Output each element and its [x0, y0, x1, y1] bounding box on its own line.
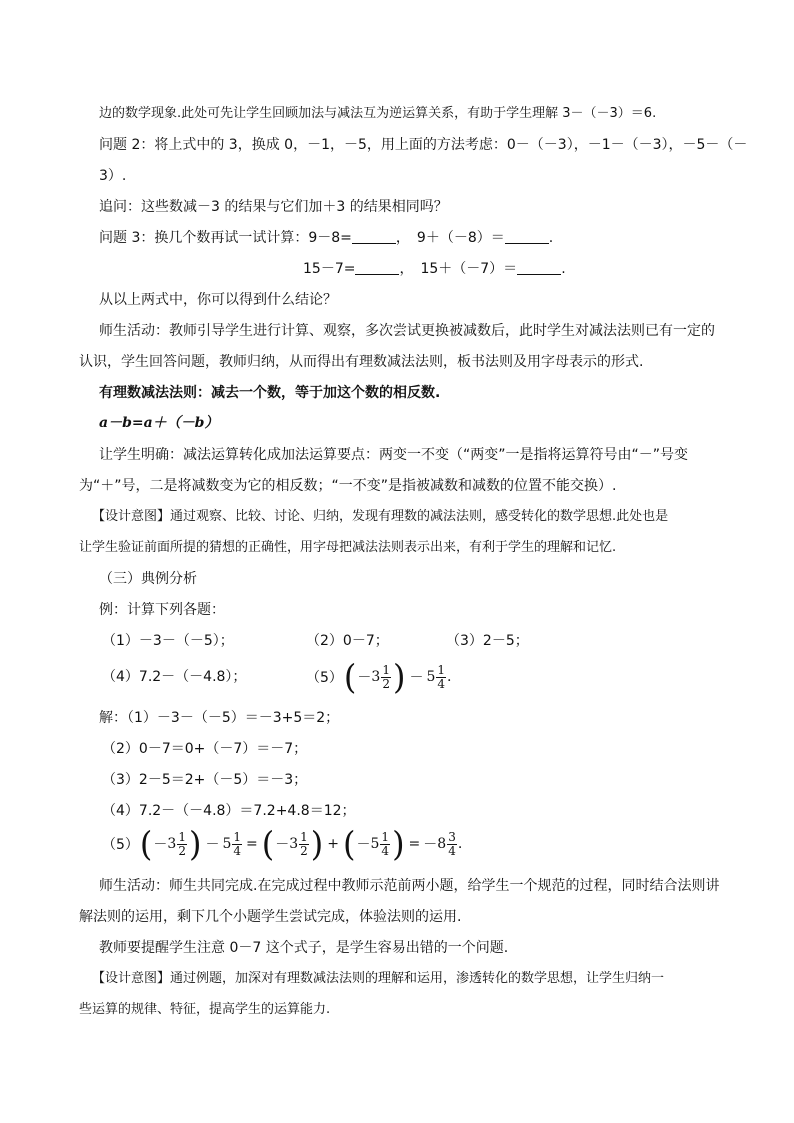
numerator: 1: [437, 662, 446, 677]
fraction-expression: [139, 824, 463, 864]
question-3-text: 问题 3：换几个数再试一试计算：9－8=: [99, 230, 352, 246]
design-intent-2-line1: 【设计意图】通过例题，加深对有理数减法法则的理解和运用，渗透转化的数学思想，让学生归纳一: [92, 971, 665, 986]
conclusion-question: 从以上两式中，你可以得到什么结论？: [99, 292, 337, 308]
question-3-line2-text: 15－7=: [303, 261, 356, 277]
question-3-line2-mid: ， 15＋（－7）＝: [399, 261, 518, 277]
example-title: 例：计算下列各题：: [99, 602, 225, 618]
whole-part: 3: [371, 669, 381, 685]
fraction: [380, 831, 390, 858]
numerator: 1: [178, 829, 186, 844]
minus-sign: －: [153, 837, 168, 853]
denominator: 4: [233, 843, 242, 858]
equals-sign: =: [408, 836, 421, 852]
fraction: [299, 831, 309, 858]
design-intent-1-line2: 让学生验证前面所提的猜想的正确性，用字母把减法法则表示出来，有利于学生的理解和记忆.: [79, 540, 617, 555]
equals-sign: =: [246, 836, 258, 852]
right-paren: ): [392, 657, 406, 697]
solution-3: （3）2－5＝2+（－5）＝－3；: [102, 772, 308, 788]
numerator: 1: [233, 829, 242, 844]
question-3-line2-end: .: [561, 261, 566, 277]
left-paren: (: [139, 824, 153, 864]
fraction: [232, 831, 242, 858]
question-3-end: .: [548, 230, 554, 246]
minus-operator: －: [205, 837, 220, 853]
right-paren: ): [188, 824, 202, 864]
numerator: 1: [381, 829, 390, 844]
period: .: [457, 836, 463, 852]
numerator: 3: [448, 829, 456, 844]
whole-part: 3: [167, 836, 177, 852]
whole-part: 5: [370, 836, 380, 852]
denominator: 2: [382, 676, 390, 691]
activity-line2: 认识，学生回答问题，教师归纳，从而得出有理数减法法则，板书法则及用字母表示的形式.: [79, 354, 644, 370]
question-3-mid: ， 9＋（－8）＝: [395, 230, 505, 246]
section-heading: （三）典例分析: [99, 571, 197, 587]
whole-part: 5: [426, 669, 436, 685]
denominator: 4: [448, 843, 456, 858]
example-item-3: （3）2－5；: [446, 633, 529, 649]
minus-operator: －: [409, 670, 424, 686]
numerator: 1: [300, 829, 308, 844]
paragraph-intro-end: 边的数学现象.此处可先让学生回顾加法与减法互为逆运算关系，有助于学生理解 3－（－3）＝6.: [99, 106, 657, 121]
answer-blank: [505, 229, 549, 244]
answer-blank: [517, 260, 561, 275]
minus-sign: －: [423, 837, 438, 853]
subtraction-rule: 有理数减法法则：减去一个数，等于加这个数的相反数.: [99, 385, 441, 401]
solution-1: 解：（1）－3－（－5）＝－3+5＝2；: [99, 710, 340, 726]
fraction: [436, 664, 446, 691]
solution-2: （2）0－7＝0+（－7）＝－7；: [102, 741, 308, 757]
denominator: 4: [381, 843, 390, 858]
follow-up-question: 追问：这些数减－3 的结果与它们加＋3 的结果相同吗？: [99, 199, 448, 215]
minus-sign: －: [357, 670, 372, 686]
whole-part: 5: [222, 836, 232, 852]
whole-part: 8: [437, 836, 447, 852]
answer-blank: [355, 260, 399, 275]
fraction: [447, 831, 457, 858]
solution-5: [102, 824, 462, 864]
left-paren: (: [343, 657, 357, 697]
plus-operator: +: [327, 836, 340, 852]
solution-4: （4）7.2－（－4.8）＝7.2+4.8＝12；: [102, 803, 356, 819]
activity-2-line2: 解法则的运用，剩下几个小题学生尝试完成，体验法则的运用.: [79, 909, 462, 925]
teacher-reminder: 教师要提醒学生注意 0－7 这个式子，是学生容易出错的一个问题.: [99, 940, 509, 956]
denominator: 4: [437, 676, 446, 691]
numerator: 1: [382, 662, 390, 677]
example-item-5: [306, 657, 451, 697]
answer-blank: [352, 229, 396, 244]
period: .: [447, 669, 452, 685]
rule-formula: a－b=a＋（－b）: [99, 415, 219, 431]
denominator: 2: [300, 843, 308, 858]
left-paren: (: [343, 824, 356, 864]
left-paren: (: [261, 824, 275, 864]
fraction-expression: [343, 657, 452, 697]
question-3-line2: [303, 259, 566, 279]
design-intent-2-line2: 些运算的规律、特征，提高学生的运算能力.: [79, 1002, 331, 1017]
question-2-line2: 3）.: [99, 168, 127, 184]
example-item-2: （2）0－7；: [306, 633, 389, 649]
example-item-4: （4）7.2－（－4.8）；: [102, 669, 247, 685]
right-paren: ): [310, 824, 324, 864]
whole-part: 3: [289, 836, 299, 852]
minus-sign: －: [356, 837, 371, 853]
example-item-5-label: （5）: [306, 670, 343, 686]
question-2-line1: 问题 2：将上式中的 3，换成 0，－1，－5，用上面的方法考虑：0－（－3），－1－（－3），－5－（－: [99, 137, 748, 153]
denominator: 2: [178, 843, 186, 858]
solution-5-label: （5）: [102, 837, 139, 853]
key-points-line2: 为“＋”号，二是将减数变为它的相反数；“一不变”是指被减数和减数的位置不能交换）.: [79, 478, 617, 494]
design-intent-1-line1: 【设计意图】通过观察、比较、讨论、归纳，发现有理数的减法法则，感受转化的数学思想.此处也是: [92, 509, 669, 524]
question-3: [99, 228, 553, 248]
minus-sign: －: [275, 837, 290, 853]
example-item-1: （1）－3－（－5）；: [102, 633, 234, 649]
activity-line1: 师生活动：教师引导学生进行计算、观察，多次尝试更换被减数后，此时学生对减法法则已有一定的: [99, 323, 715, 339]
fraction: [381, 664, 391, 691]
key-points-line1: 让学生明确：减法运算转化成加法运算要点：两变一不变（“两变”一是指将运算符号由“－”号变: [99, 447, 689, 463]
right-paren: ): [392, 824, 405, 864]
fraction: [177, 831, 187, 858]
activity-2-line1: 师生活动：师生共同完成.在完成过程中教师示范前两小题，给学生一个规范的过程，同时结合法则讲: [99, 878, 720, 894]
